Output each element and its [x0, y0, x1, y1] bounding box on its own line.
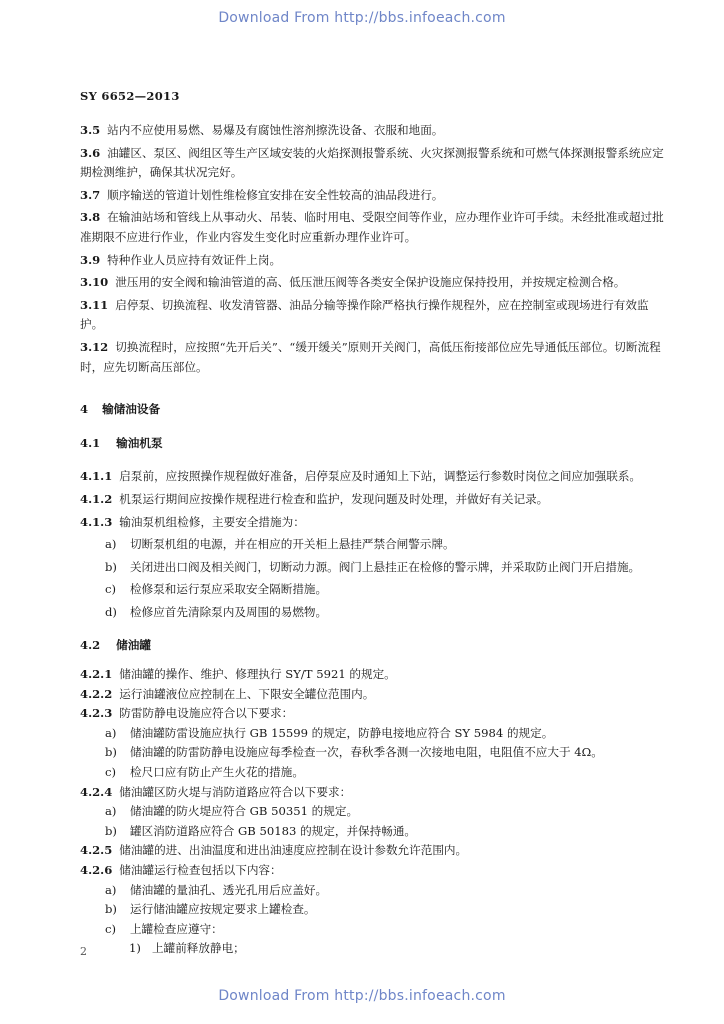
list-item [80, 724, 664, 744]
list-item [80, 920, 664, 940]
clause-number: 4.1.3 [80, 514, 113, 529]
clause-number: 4.1.1 [80, 469, 113, 484]
clause-number: 4.2.2 [80, 686, 113, 701]
list-item [80, 900, 664, 920]
list-item [80, 763, 664, 783]
clause-3-5 [80, 121, 664, 141]
clause-text: 站内不应使用易燃、易爆及有腐蚀性溶剂擦洗设备、衣服和地面。 [107, 123, 444, 137]
list-text: 储油罐的防雷防静电设施应每季检查一次，春秋季各测一次接地电阻，电阻值不应大于 4Ω。 [130, 745, 603, 760]
clause-4-1-3 [80, 513, 664, 533]
list-label: a) [105, 725, 117, 740]
clause-4-2-3 [80, 704, 664, 724]
clause-text: 储油罐的进、出油温度和进出油速度应控制在设计参数允许范围内。 [119, 843, 468, 858]
sub-list-item [80, 939, 664, 959]
clause-3-12 [80, 338, 664, 377]
clause-text: 防雷防静电设施应符合以下要求： [119, 706, 294, 721]
clause-number: 3.12 [80, 339, 109, 354]
clause-text: 储油罐区防火堤与消防道路应符合以下要求： [119, 784, 352, 799]
list-text: 关闭进出口阀及相关阀门，切断动力源。阀门上悬挂正在检修的警示牌，并采取防止阀门开启措施。 [130, 559, 641, 574]
subsection-number: 4.2 [80, 638, 101, 653]
clause-number: 3.8 [80, 210, 101, 225]
list-item [80, 743, 664, 763]
clause-4-1-2 [80, 490, 664, 510]
clause-number: 4.2.1 [80, 667, 113, 682]
clause-3-7 [80, 186, 664, 206]
subsection-heading-4-2 [80, 636, 664, 656]
clause-text: 泄压用的安全阀和输油管道的高、低压泄压阀等各类安全保护设施应保持投用，并按规定检测合格。 [115, 275, 626, 290]
clause-number: 3.9 [80, 252, 101, 267]
list-item [80, 881, 664, 901]
list-text: 储油罐防雷设施应执行 GB 15599 的规定，防静电接地应符合 SY 5984 的规定。 [130, 725, 554, 740]
clause-4-1-1 [80, 467, 664, 487]
list-text: 储油罐的量油孔、透光孔用后应盖好。 [130, 882, 328, 897]
clause-4-2-6 [80, 861, 664, 881]
list-item [80, 580, 664, 600]
list-label: a) [105, 804, 117, 819]
clause-text: 在输油站场和管线上从事动火、吊装、临时用电、受限空间等作业，应办理作业许可手续。未经批准或超过批准期限不应进行作业，作业内容发生变化时应重新办理作业许可。 [80, 210, 664, 244]
clause-4-2-4 [80, 783, 664, 803]
subsection-heading-4-1 [80, 434, 664, 454]
clause-number: 3.5 [80, 123, 101, 137]
list-label: d) [105, 604, 117, 619]
clause-3-10 [80, 273, 664, 293]
list-item [80, 822, 664, 842]
watermark-top[interactable]: Download From http://bbs.infoeach.com [218, 10, 506, 26]
list-label: b) [105, 745, 117, 760]
clause-text: 储油罐运行检查包括以下内容： [119, 863, 282, 877]
clause-text: 特种作业人员应持有效证件上岗。 [107, 252, 282, 267]
clause-text: 运行油罐液位应控制在上、下限安全罐位范围内。 [119, 686, 375, 701]
subsection-title: 储油罐 [116, 638, 151, 653]
section-title: 输储油设备 [102, 402, 161, 417]
standard-code: SY 6652—2013 [80, 89, 180, 103]
list-label: b) [105, 823, 117, 838]
clause-number: 4.2.5 [80, 843, 113, 858]
clause-number: 4.2.6 [80, 863, 113, 877]
subsection-number: 4.1 [80, 435, 101, 450]
clause-4-2-2 [80, 685, 664, 705]
list-item [80, 558, 664, 578]
list-label: a) [105, 882, 117, 897]
clause-text: 输油泵机组检修，主要安全措施为： [119, 514, 305, 529]
list-label: a) [105, 537, 117, 552]
list-label: b) [105, 902, 117, 917]
list-label: b) [105, 559, 117, 574]
watermark-bottom[interactable]: Download From http://bbs.infoeach.com [218, 988, 506, 1004]
clause-number: 3.6 [80, 145, 101, 160]
clause-4-2-1 [80, 665, 664, 685]
clause-3-6 [80, 144, 664, 183]
clause-3-11 [80, 296, 664, 335]
page-number: 2 [80, 945, 87, 958]
list-text: 检尺口应有防止产生火花的措施。 [130, 765, 304, 780]
list-text: 检修泵和运行泵应采取安全隔断措施。 [130, 582, 328, 597]
clause-text: 机泵运行期间应按操作规程进行检查和监护，发现问题及时处理，并做好有关记录。 [119, 491, 549, 506]
clause-text: 启停泵、切换流程、收发清管器、油品分输等操作除严格执行操作规程外，应在控制室或现场进行有效监护。 [80, 297, 649, 332]
clause-4-2-5 [80, 841, 664, 861]
clause-3-8 [80, 208, 664, 247]
list-item [80, 535, 664, 555]
clause-number: 4.2.4 [80, 784, 113, 799]
clause-text: 切换流程时，应按照“先开后关”、“缓开缓关”原则开关阀门，高低压衔接部位应先导通低压部位。切断流程时，应先切断高压部位。 [80, 339, 661, 374]
section-number: 4 [80, 402, 89, 417]
subsection-title: 输油机泵 [116, 435, 163, 450]
clause-text: 启泵前，应按照操作规程做好准备，启停泵应及时通知上下站，调整运行参数时岗位之间应加强联系。 [119, 469, 642, 484]
list-label: c) [105, 921, 117, 936]
list-item [80, 603, 664, 623]
list-text: 储油罐的防火堤应符合 GB 50351 的规定。 [130, 804, 359, 819]
clause-number: 3.11 [80, 297, 109, 312]
clause-number: 3.10 [80, 275, 109, 290]
clause-number: 3.7 [80, 187, 101, 202]
sub-list-text: 上罐前释放静电； [152, 941, 245, 956]
list-item [80, 802, 664, 822]
list-text: 运行储油罐应按规定要求上罐检查。 [130, 902, 316, 917]
section-heading-4 [80, 400, 664, 420]
list-text: 上罐检查应遵守： [130, 921, 223, 936]
list-label: c) [105, 765, 117, 780]
document-body [80, 121, 664, 959]
clause-text: 顺序输送的管道计划性维检修宜安排在安全性较高的油品段进行。 [107, 187, 444, 202]
clause-number: 4.1.2 [80, 491, 113, 506]
list-text: 罐区消防道路应符合 GB 50183 的规定，并保持畅通。 [130, 823, 417, 838]
clause-text: 储油罐的操作、维护、修理执行 SY/T 5921 的规定。 [119, 667, 396, 682]
clause-text: 油罐区、泵区、阀组区等生产区域安装的火焰探测报警系统、火灾探测报警系统和可燃气体探测报警系统应定期检测维护，确保其状况完好。 [80, 145, 664, 180]
list-text: 切断泵机组的电源，并在相应的开关柜上悬挂严禁合闸警示牌。 [130, 537, 455, 552]
clause-number: 4.2.3 [80, 706, 113, 721]
clause-3-9 [80, 251, 664, 271]
list-text: 检修应首先清除泵内及周围的易燃物。 [130, 604, 328, 619]
list-label: c) [105, 582, 117, 597]
sub-list-label: 1) [129, 941, 141, 956]
